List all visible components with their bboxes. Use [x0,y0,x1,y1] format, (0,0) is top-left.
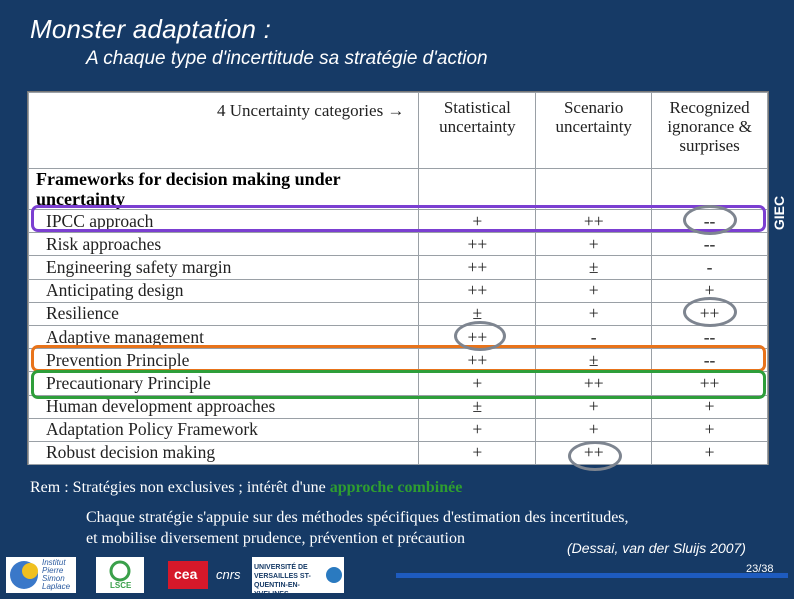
statistical-value: ++ [419,349,536,372]
ignorance-value: -- [652,233,768,256]
page-number: 23/38 [746,563,774,575]
framework-name: Resilience [29,302,419,325]
progress-bar [396,573,788,578]
slide-subtitle: A chaque type d'incertitude sa stratégie d'action [86,48,488,69]
framework-name: Prevention Principle [29,349,419,372]
scenario-value: + [536,233,652,256]
ipcc-highlight-box [31,205,766,232]
robust-scenario-oval [568,441,622,471]
category-label: 4 Uncertainty categories → [29,93,419,169]
framework-name: Precautionary Principle [29,372,419,395]
ignorance-value: + [652,395,768,418]
scenario-value: + [536,279,652,302]
statistical-value: ± [419,302,536,325]
scenario-value: ++ [536,372,652,395]
table-row [29,441,768,464]
framework-name: Adaptive management [29,325,419,348]
scenario-value: ++ [536,210,652,233]
scenario-value: + [536,395,652,418]
resilience-ignorance-oval [683,297,737,327]
framework-name: Human development approaches [29,395,419,418]
table-row [29,279,768,302]
ignorance-value: ++ [652,372,768,395]
ignorance-value: + [652,418,768,441]
uvsq-logo: UNIVERSITÉ DE VERSAILLES ST-QUENTIN-EN-YVELINES [252,557,344,593]
combined-approach-text: approche combinée [329,479,463,496]
col-scenario: Scenario uncertainty [536,93,652,169]
scenario-value: - [536,325,652,348]
statistical-value: ++ [419,233,536,256]
cea-logo: cea [168,561,208,589]
adaptive-statistical-oval [454,321,506,351]
statistical-value: ++ [419,325,536,348]
remark-line-1: Rem : Stratégies non exclusives ; intérêt d'une approche combinée [30,479,463,496]
citation: (Dessai, van der Sluijs 2007) [567,540,746,556]
uncertainty-table [27,91,769,465]
remark-line-2: Chaque stratégie s'appuie sur des méthodes spécifiques d'estimation des incertitudes, [86,509,629,526]
col-statistical: Statistical uncertainty [419,93,536,169]
slide-title: Monster adaptation : [30,14,272,44]
table-row [29,256,768,279]
framework-name: Risk approaches [29,233,419,256]
prevention-highlight-box [31,345,766,372]
cnrs-logo: cnrs [214,561,246,589]
statistical-value: ++ [419,256,536,279]
ignorance-value: -- [652,349,768,372]
scenario-value: ± [536,349,652,372]
scenario-value: + [536,418,652,441]
remark-line-3: et mobilise diversement prudence, prévention et précaution [86,530,465,547]
statistical-value: + [419,210,536,233]
framework-name: Anticipating design [29,279,419,302]
ipcc-ignorance-oval [683,205,737,235]
framework-name: IPCC approach [29,210,419,233]
ignorance-value: + [652,441,768,464]
ipsl-logo: Institut Pierre Simon Laplace [6,557,76,593]
statistical-value: + [419,418,536,441]
col-ignorance: Recognized ignorance & surprises [652,93,768,169]
precaution-highlight-box [31,370,766,399]
statistical-value: + [419,372,536,395]
ignorance-value: -- [652,325,768,348]
giec-side-label: GIEC [771,195,787,231]
table-row [29,418,768,441]
table-row [29,302,768,325]
scenario-value: ++ [536,441,652,464]
scenario-value: + [536,302,652,325]
framework-name: Engineering safety margin [29,256,419,279]
statistical-value: ++ [419,279,536,302]
statistical-value: + [419,441,536,464]
framework-name: Adaptation Policy Framework [29,418,419,441]
lsce-logo: LSCE [96,557,144,593]
ignorance-value: ++ [652,302,768,325]
scenario-value: ± [536,256,652,279]
ignorance-value: -- [652,210,768,233]
ignorance-value: - [652,256,768,279]
framework-name: Robust decision making [29,441,419,464]
table-row [29,233,768,256]
frameworks-label: Frameworks for decision making under uncertainty [29,169,419,210]
statistical-value: ± [419,395,536,418]
ignorance-value: + [652,279,768,302]
